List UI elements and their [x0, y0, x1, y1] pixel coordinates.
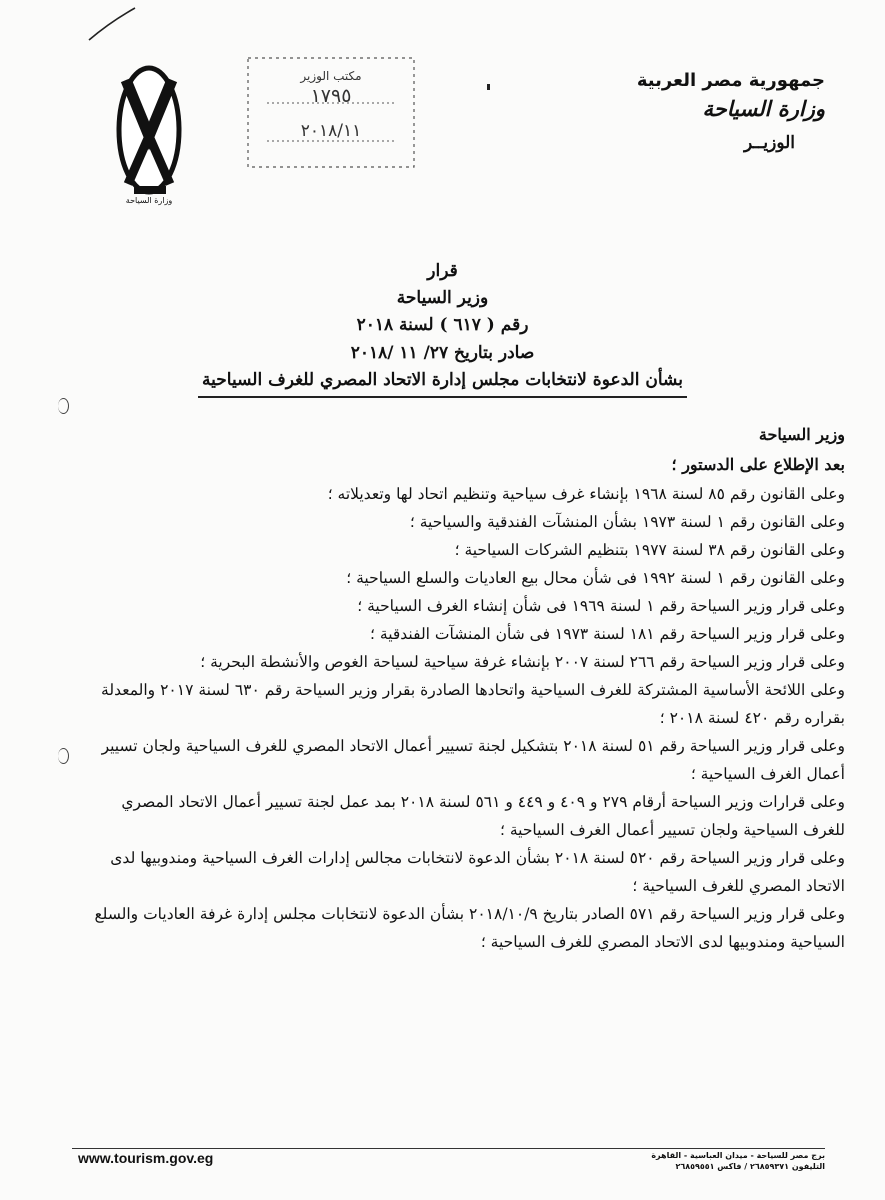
decree-date: صادر بتاريخ ٢٧/ ١١ /٢٠١٨: [350, 342, 535, 363]
recital-paragraph: وعلى قرار وزير السياحة رقم ١ لسنة ١٩٦٩ فى شأن إنشاء الغرف السياحية ؛: [357, 597, 845, 615]
website-link[interactable]: www.tourism.gov.eg: [78, 1150, 214, 1166]
punch-hole: [58, 398, 69, 414]
recital-paragraph: وعلى القانون رقم ٨٥ لسنة ١٩٦٨ بإنشاء غرف سياحية وتنظيم اتحاد لها وتعديلاته ؛: [327, 485, 845, 503]
footer-phone: التليفون ٢٦٨٥٩٣٧١ / فاكس ٢٦٨٥٩٥٥١: [675, 1162, 825, 1171]
recital-paragraph: وعلى قرار وزير السياحة رقم ٢٦٦ لسنة ٢٠٠٧ بإنشاء غرفة سياحية لسياحة الغوص والأنشطة البحرية ؛: [200, 653, 845, 671]
recital-paragraph: وعلى قرارات وزير السياحة أرقام ٢٧٩ و ٤٠٩ و ٤٤٩ و ٥٦١ لسنة ٢٠١٨ بمد عمل لجنة تسيير أعمال الاتحاد المصري للغرف السياحية ولجان تسيير أعمال الغرف السياحية ؛: [121, 793, 845, 839]
recital-paragraph: وعلى اللائحة الأساسية المشتركة للغرف السياحية واتحادها الصادرة بقرار وزير السياحة رقم ٦٣٠ لسنة ٢٠١٧ والمعدلة بقراره رقم ٤٢٠ لسنة ٢٠١٨ ؛: [101, 681, 845, 727]
ministry-logo-icon: [112, 58, 187, 208]
recital-paragraph: وعلى القانون رقم ٣٨ لسنة ١٩٧٧ بتنظيم الشركات السياحية ؛: [454, 541, 845, 559]
recital-paragraph: وعلى القانون رقم ١ لسنة ١٩٧٣ بشأن المنشآت الفندقية والسياحية ؛: [409, 513, 845, 531]
recital-paragraph: وعلى قرار وزير السياحة رقم ٥٧١ الصادر بتاريخ ٢٠١٨/١٠/٩ بشأن الدعوة لانتخابات مجلس إدارة غرفة العاديات والسلع السياحية ومندوبيها لدى الاتحاد المصري للغرف السياحية ؛: [94, 905, 845, 951]
decree-title-block: [0, 258, 885, 398]
preamble-line: بعد الإطلاع على الدستور ؛: [671, 455, 845, 474]
recital-paragraph: وعلى قرار وزير السياحة رقم ٥٢٠ لسنة ٢٠١٨ بشأن الدعوة لانتخابات مجالس إدارات الغرف السياحية ومندوبيها لدى الاتحاد المصري للغرف السياحية ؛: [110, 849, 845, 895]
ministry-name: وزارة السياحة: [702, 96, 825, 121]
footer-address: برج مصر للسياحة - ميدان العباسية - القاهرة: [651, 1151, 825, 1160]
punch-hole: [58, 748, 69, 764]
minister-title: الوزيــر: [744, 133, 795, 153]
decree-number: رقم ( ٦١٧ ) لسنة ٢٠١٨: [356, 315, 529, 336]
pen-mark: [85, 2, 140, 44]
decree-label: قرار: [427, 261, 458, 281]
registry-stamp: [245, 55, 417, 170]
letterhead: [565, 72, 825, 152]
recital-paragraph: وعلى قرار وزير السياحة رقم ٥١ لسنة ٢٠١٨ بتشكيل لجنة تسيير أعمال الاتحاد المصري للغرف السياحية ولجان تسيير أعمال الغرف السياحية ؛: [101, 737, 845, 783]
footer-rule: [72, 1148, 825, 1149]
footer-address-block: [525, 1150, 825, 1172]
speck: [487, 84, 490, 90]
stamp-number: ١٧٩٥: [310, 85, 352, 107]
stamp-office: مكتب الوزير: [300, 69, 362, 83]
logo-caption: وزارة السياحة: [125, 196, 173, 205]
stamp-date: ٢٠١٨/١١: [300, 121, 362, 141]
country-name: جمهورية مصر العربية: [636, 70, 825, 91]
recital-paragraph: وعلى القانون رقم ١ لسنة ١٩٩٢ فى شأن محال بيع العاديات والسلع السياحية ؛: [346, 569, 845, 587]
recital-paragraph: وعلى قرار وزير السياحة رقم ١٨١ لسنة ١٩٧٣ فى شأن المنشآت الفندقية ؛: [370, 625, 845, 643]
decree-body: [90, 420, 845, 956]
issuer-line: وزير السياحة: [758, 425, 845, 444]
decree-subject: بشأن الدعوة لانتخابات مجلس إدارة الاتحاد المصري للغرف السياحية: [198, 367, 687, 398]
decree-issuer: وزير السياحة: [396, 288, 489, 309]
